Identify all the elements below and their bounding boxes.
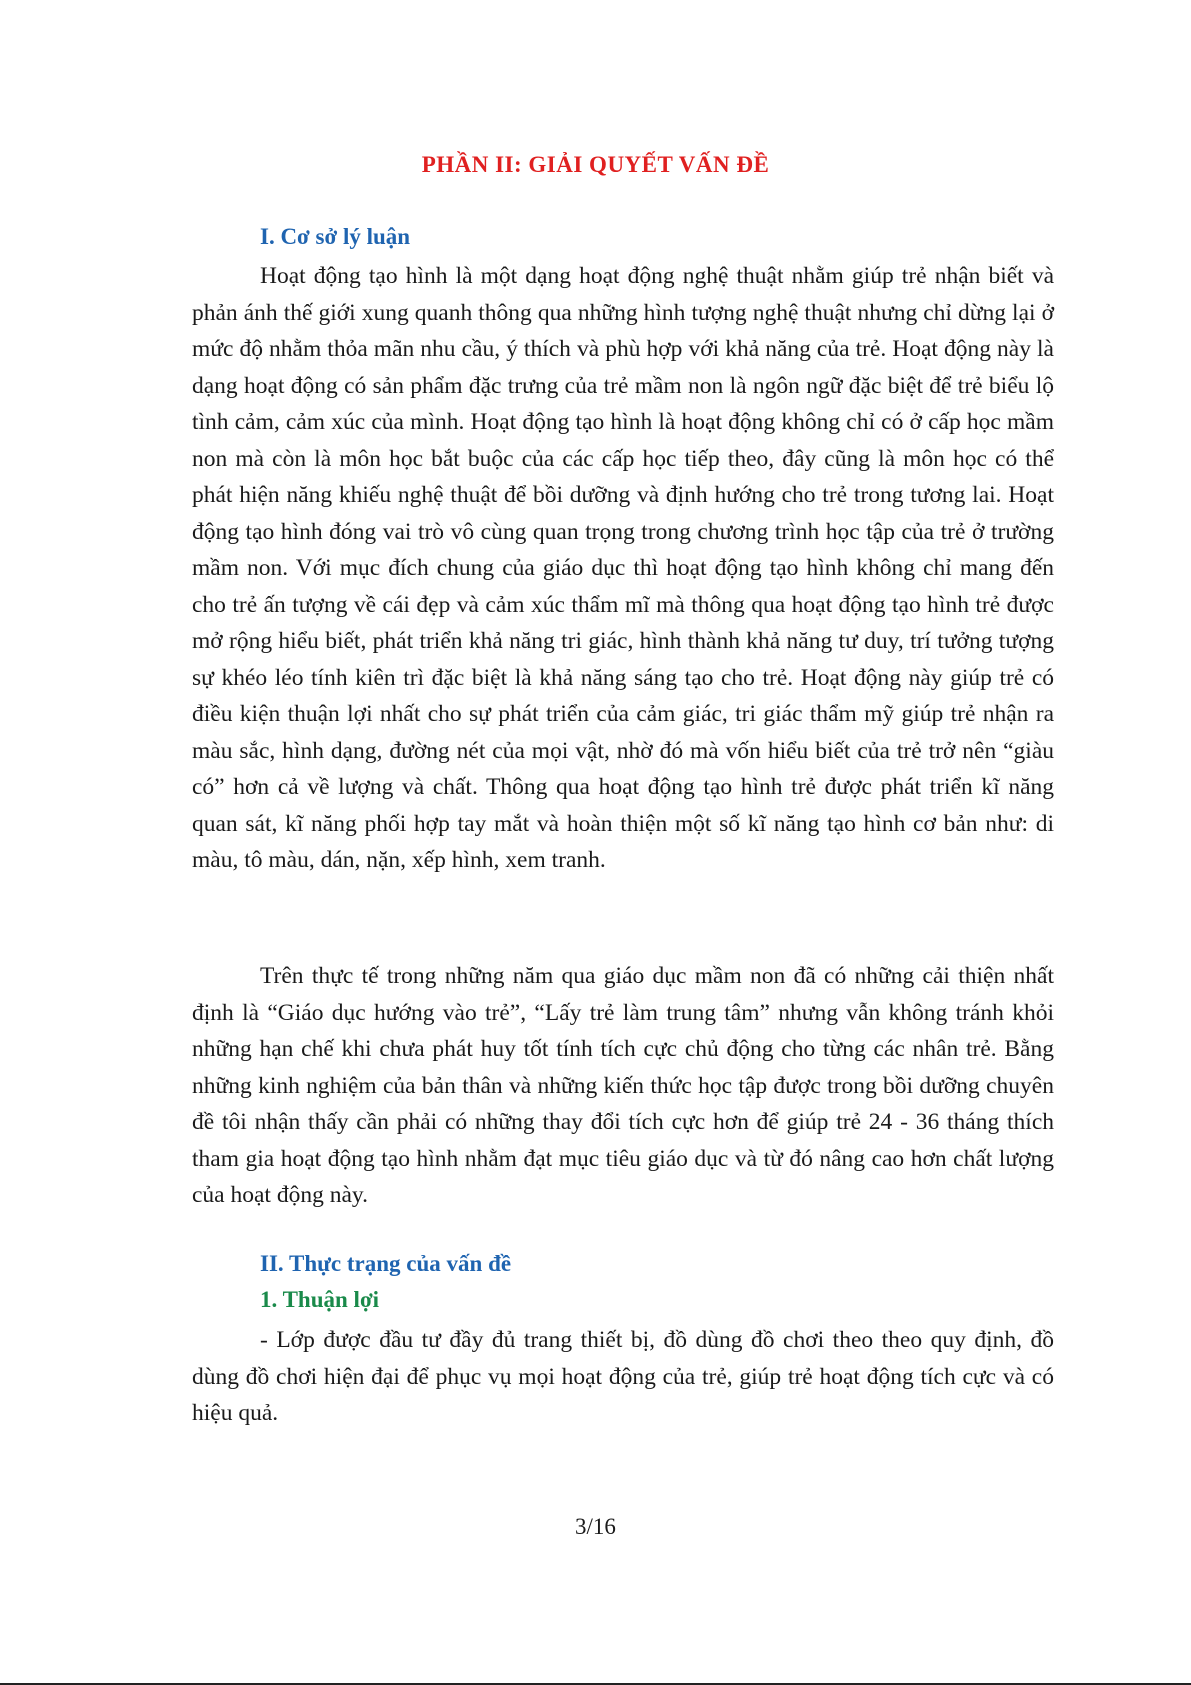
section-heading-theory: I. Cơ sở lý luận [260, 224, 411, 249]
main-title: PHẦN II: GIẢI QUYẾT VẤN ĐỀ [421, 152, 770, 177]
paragraph-theory-1: Hoạt động tạo hình là một dạng hoạt động nghệ thuật nhằm giúp trẻ nhận biết và phản ánh thế giới xung quanh thông qua những hình tượng nghệ thuật nhưng chỉ dừng lại ở mức độ nhằm thỏa mãn nhu cầu, ý thích và phù hợp với khả năng của trẻ. Hoạt động này là dạng hoạt động có sản phẩm đặc trưng của trẻ mầm non là ngôn ngữ đặc biệt để trẻ biểu lộ tình cảm, cảm xúc của mình. Hoạt động tạo hình là hoạt động không chỉ có ở cấp học mầm non mà còn là môn học bắt buộc của các cấp học tiếp theo, đây cũng là môn học có thể phát hiện năng khiếu nghệ thuật để bồi dưỡng và định hướng cho trẻ trong tương lai. Hoạt động tạo hình đóng vai trò vô cùng quan trọng trong chương trình học tập của trẻ ở trường mầm non. Với mục đích chung của giáo dục thì hoạt động tạo hình không chỉ mang đến cho trẻ ấn tượng về cái đẹp và cảm xúc thẩm mĩ mà thông qua hoạt động tạo hình trẻ được mở rộng hiểu biết, phát triển khả năng tri giác, hình thành khả năng tư duy, trí tưởng tượng sự khéo léo tính kiên trì đặc biệt là khả năng sáng tạo cho trẻ. Hoạt động này giúp trẻ có điều kiện thuận lợi nhất cho sự phát triển của cảm giác, tri giác thẩm mỹ giúp trẻ nhận ra màu sắc, hình dạng, đường nét của mọi vật, nhờ đó mà vốn hiểu biết của trẻ trở nên “giàu có” hơn cả về lượng và chất. Thông qua hoạt động tạo hình trẻ được phát triển kĩ năng quan sát, kĩ năng phối hợp tay mắt và hoàn thiện một số kĩ năng tạo hình cơ bản như: di màu, tô màu, dán, nặn, xếp hình, xem tranh. [192, 263, 1054, 873]
paragraph-advantages: - Lớp được đầu tư đầy đủ trang thiết bị, đồ dùng đồ chơi theo theo quy định, đồ dùng đồ chơi hiện đại để phục vụ mọi hoạt động của trẻ, giúp trẻ hoạt động tích cực và có hiệu quả. [192, 1327, 1054, 1426]
page-number: 3/16 [575, 1514, 616, 1539]
subheading-advantages: 1. Thuận lợi [260, 1287, 380, 1312]
paragraph-theory-2: Trên thực tế trong những năm qua giáo dục mầm non đã có những cải thiện nhất định là “Giáo dục hướng vào trẻ”, “Lấy trẻ làm trung tâm” nhưng vẫn không tránh khỏi những hạn chế khi chưa phát huy tốt tính tích cực chủ động cho từng các nhân trẻ. Bằng những kinh nghiệm của bản thân và những kiến thức học tập được trong bồi dưỡng chuyên đề tôi nhận thấy cần phải có những thay đổi tích cực hơn để giúp trẻ 24 - 36 tháng thích tham gia hoạt động tạo hình nhằm đạt mục tiêu giáo dục và từ đó nâng cao hơn chất lượng của hoạt động này. [192, 963, 1054, 1208]
section-heading-status: II. Thực trạng của vấn đề [260, 1251, 512, 1276]
